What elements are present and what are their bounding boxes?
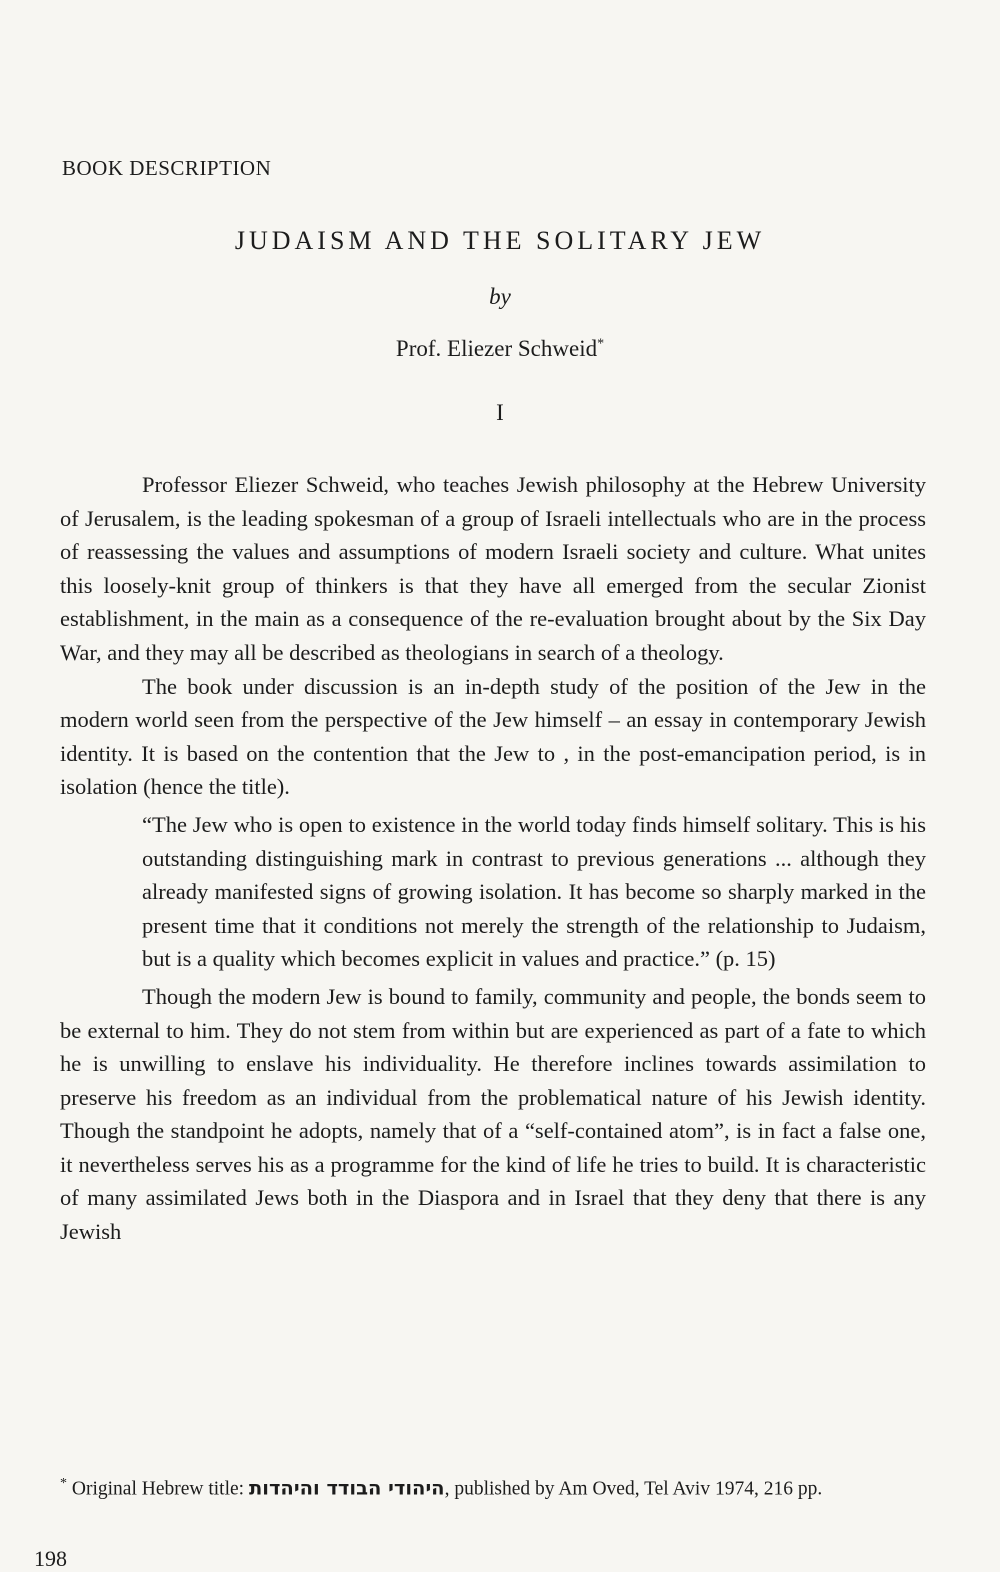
paragraph-2: The book under discussion is an in-depth study of the position of the Jew in the modern world seen from the perspective of the Jew himself – an essay in contemporary Jewish identity. It is based on the contention that the Jew to , in the post-emancipation period, is in isolation (hence the title). [60,673,926,800]
paragraph-1: Professor Eliezer Schweid, who teaches Jewish philosophy at the Hebrew University of Jerusalem, is the leading spokesman of a group of Israeli intellectuals who are in the process of reassessing the values and assumptions of modern Israeli society and culture. What unites this loosely-knit group of thinkers is that they have all emerged from the secular Zionist establishment, in the main as a consequence of the re-evaluation brought about by the Six Day War, and they may all be described as theologians in search of a theology. [60,472,926,665]
footnote-marker: * [60,1476,67,1491]
article-title: JUDAISM AND THE SOLITARY JEW [234,226,766,255]
section-label: BOOK DESCRIPTION [62,156,272,180]
hebrew-title: היהודי הבודד והיהדות [248,1476,445,1500]
section-number: I [496,400,504,425]
footnote [60,1470,926,1503]
block-quote: “The Jew who is open to existence in the world today finds himself solitary. This is his outstanding distinguishing mark in contrast to previous generations ... although they already manifested signs of growing isolation. It has become so sharply marked in the present time that it conditions not merely the strength of the relationship to Judaism, but is a quality which becomes explicit in values and practice.” (p. 15) [142,811,926,972]
paragraph-3: Though the modern Jew is bound to family, community and people, the bonds seem to be external to him. They do not stem from within but are experienced as part of a fate to which he is unwilling to enslave his individuality. He therefore inclines towards assimilation to preserve his freedom as an individual from the problematical nature of his Jewish identity. Though the standpoint he adopts, namely that of a “self-contained atom”, is in fact a false one, it nevertheless serves his as a programme for the kind of life he tries to build. It is characteristic of many assimilated Jews both in the Diaspora and in Israel that they deny that there is any Jewish [60,983,926,1245]
article-body [60,468,926,1249]
page-number: 198 [34,1546,67,1571]
author-footnote-marker: * [597,336,605,352]
byline-by: by [489,284,511,309]
footnote-prefix: Original Hebrew title: [71,1478,245,1500]
footnote-suffix: , published by Am Oved, Tel Aviv 1974, 216 pp. [444,1478,823,1500]
author-line [0,336,1000,362]
author-name: Prof. Eliezer Schweid [395,336,598,361]
